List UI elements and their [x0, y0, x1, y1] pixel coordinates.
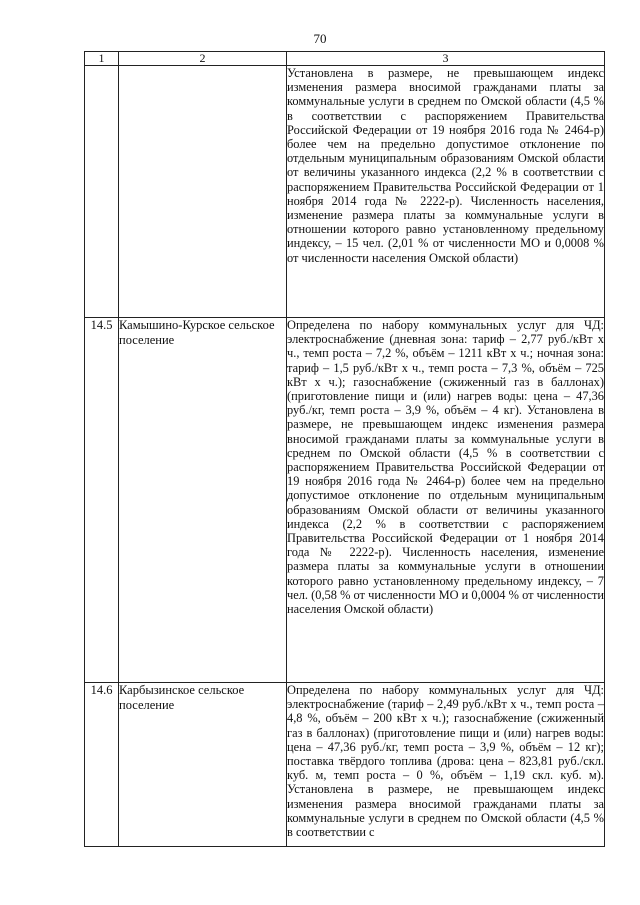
data-table [84, 51, 605, 847]
settlement-name: Карбызинское сельское поселение [119, 683, 287, 847]
column-header: 3 [287, 52, 605, 66]
table-row [85, 66, 605, 318]
column-header: 2 [119, 52, 287, 66]
row-description: Установлена в размере, не превышающем индекс изменения размера вносимой гражданами платы за коммунальные услуги в среднем по Омской области (4,5 % в соответствии с распоряжением Правительства Российской Федерации от 19 ноября 2016 года № 2464-р) более чем на предельно допустимое отклонение по отдельным муниципальным образованиям Омской области от величины указанного индекса (2,2 % в соответствии с распоряжением Правительства Российской Федерации от 1 ноября 2014 года № 2222-р). Численность населения, изменение размера платы за коммунальные услуги в отношении которого равно установленному предельному индексу, – 15 чел. (2,01 % от численности МО и 0,0008 % от численности населения Омской области) [287, 66, 605, 318]
table-header-row [85, 52, 605, 66]
page-number: 70 [313, 31, 327, 46]
row-number: 14.5 [85, 318, 119, 683]
settlement-name: Камышино-Курское сельское поселение [119, 318, 287, 683]
row-description: Определена по набору коммунальных услуг для ЧД: электроснабжение (тариф – 2,49 руб./кВт х ч., темп роста – 4,8 %, объём – 200 кВт х ч.); газоснабжение (сжиженный газ в баллонах) (приготовление пищи и (или) нагрев воды: цена – 47,36 руб./кг, темп роста – 3,9 %, объём – 12 кг); поставка твёрдого топлива (дрова: цена – 823,81 руб./скл. куб. м, темп роста – 0 %, объём – 1,19 скл. куб. м). Установлена в размере, не превышающем индекс изменения размера вносимой гражданами платы за коммунальные услуги в среднем по Омской области (4,5 % в соответствии с [287, 683, 605, 847]
table-row [85, 683, 605, 847]
column-header: 1 [85, 52, 119, 66]
table-row [85, 318, 605, 683]
row-description: Определена по набору коммунальных услуг для ЧД: электроснабжение (дневная зона: тариф – 2,77 руб./кВт х ч., темп роста – 7,2 %, объём – 1211 кВт х ч.; ночная зона: тариф – 1,5 руб./кВт х ч., темп роста – 7,3 %, объём – 725 кВт х ч.); газоснабжение (сжиженный газ в баллонах) (приготовление пищи и (или) нагрев воды: цена – 47,36 руб./кг, темп роста – 3,9 %, объём – 4 кг). Установлена в размере, не превышающем индекс изменения размера вносимой гражданами платы за коммунальные услуги в среднем по Омской области (4,5 % в соответствии с распоряжением Правительства Российской Федерации от 19 ноября 2016 года № 2464-р) более чем на предельно допустимое отклонение по отдельным муниципальным образованиям Омской области от величины указанного индекса (2,2 % в соответствии с распоряжением Правительства Российской Федерации от 1 ноября 2014 года № 2222-р). Численность населения, изменение размера платы за коммунальные услуги в отношении которого равно установленному предельному индексу, – 7 чел. (0,58 % от численности МО и 0,0004 % от численности населения Омской области) [287, 318, 605, 683]
row-number [85, 66, 119, 318]
settlement-name [119, 66, 287, 318]
row-number: 14.6 [85, 683, 119, 847]
